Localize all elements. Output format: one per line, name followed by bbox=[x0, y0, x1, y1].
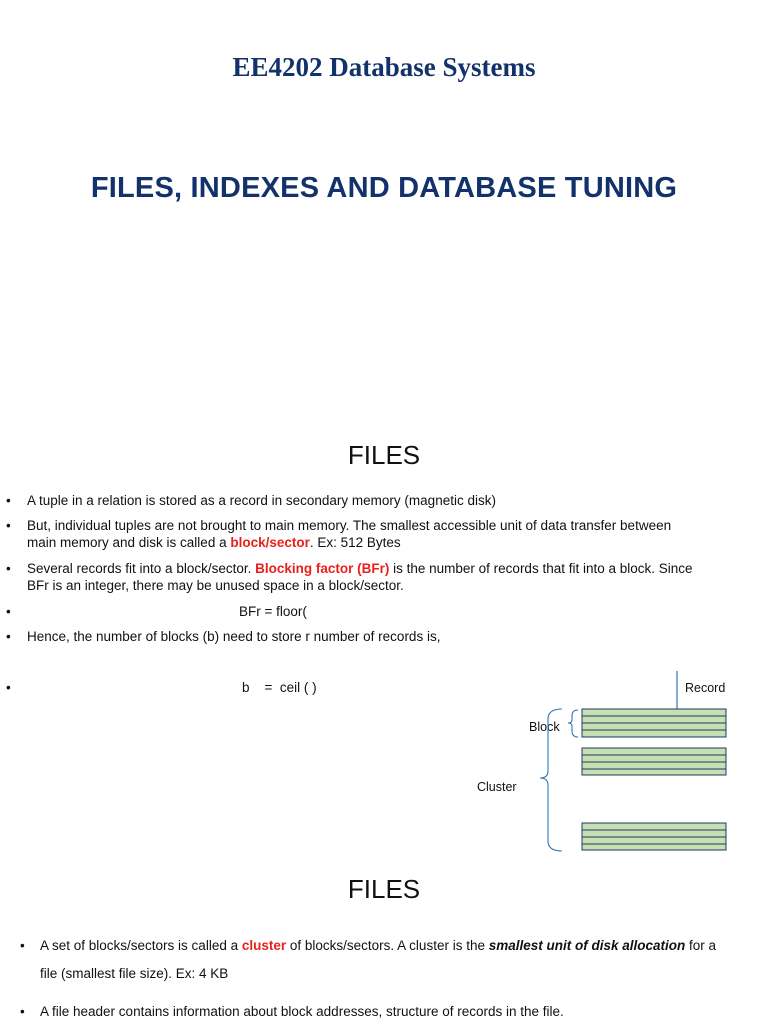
bullet-dot: • bbox=[6, 561, 11, 576]
bullet-item bbox=[6, 560, 767, 594]
section-heading: FILES bbox=[347, 874, 421, 904]
emphasis-term: smallest unit of disk allocation bbox=[488, 938, 686, 953]
block-1 bbox=[582, 709, 726, 737]
bullet-item bbox=[20, 932, 765, 988]
block-cluster-diagram bbox=[460, 665, 760, 865]
bullet-text: for a bbox=[685, 938, 717, 953]
record-label: Record bbox=[685, 681, 726, 695]
bullet-dot: • bbox=[6, 518, 11, 533]
block-3 bbox=[582, 823, 726, 850]
bullet-item bbox=[6, 603, 727, 620]
bullet-dot: • bbox=[6, 604, 11, 619]
block-2 bbox=[582, 748, 726, 775]
bullet-item bbox=[6, 492, 757, 509]
bullet-text: A set of blocks/sectors is called a bbox=[40, 938, 242, 953]
bullet-text: main memory and disk is called a bbox=[27, 535, 231, 550]
bullet-item bbox=[6, 679, 427, 696]
cluster-brace bbox=[540, 709, 562, 851]
bullet-dot: • bbox=[20, 1004, 25, 1019]
bullet-text: file (smallest file size). Ex: 4 KB bbox=[40, 966, 229, 981]
bullet-text: Hence, the number of blocks (b) need to store r number of records is, bbox=[27, 629, 441, 644]
bullet-item bbox=[6, 628, 727, 645]
highlight-term: block/sector bbox=[230, 535, 310, 550]
deck-title: FILES, INDEXES AND DATABASE TUNING bbox=[90, 172, 678, 204]
bullet-dot: • bbox=[20, 938, 25, 953]
course-title: EE4202 Database Systems bbox=[232, 52, 536, 82]
block-brace bbox=[568, 710, 578, 737]
bullet-text: is the number of records that fit into a block. Since bbox=[389, 561, 693, 576]
highlight-term: Blocking factor (BFr) bbox=[255, 561, 390, 576]
diagram-graphics bbox=[460, 665, 760, 865]
bullet-text: But, individual tuples are not brought to main memory. The smallest accessible unit of data transfer between bbox=[27, 518, 672, 533]
bullet-text: BFr is an integer, there may be unused space in a block/sector. bbox=[27, 578, 404, 593]
bullet-text: A tuple in a relation is stored as a record in secondary memory (magnetic disk) bbox=[27, 493, 496, 508]
bullet-item bbox=[20, 998, 765, 1026]
bullet-item bbox=[6, 517, 767, 551]
bullet-dot: • bbox=[6, 629, 11, 644]
bullet-dot: • bbox=[6, 493, 11, 508]
bullet-dot: • bbox=[6, 680, 11, 695]
highlight-term: cluster bbox=[241, 938, 287, 953]
formula-blocks: b = ceil ( ) bbox=[242, 680, 317, 695]
bullet-text: A file header contains information about block addresses, structure of records in the file. bbox=[40, 1004, 564, 1019]
bullet-text: of blocks/sectors. A cluster is the bbox=[286, 938, 489, 953]
bullet-text: Several records fit into a block/sector. bbox=[27, 561, 256, 576]
block-label: Block bbox=[529, 720, 560, 734]
cluster-label: Cluster bbox=[477, 780, 517, 794]
section-heading: FILES bbox=[347, 440, 421, 470]
bullet-text: . Ex: 512 Bytes bbox=[309, 535, 401, 550]
formula-bfr: BFr = floor( bbox=[239, 604, 307, 619]
